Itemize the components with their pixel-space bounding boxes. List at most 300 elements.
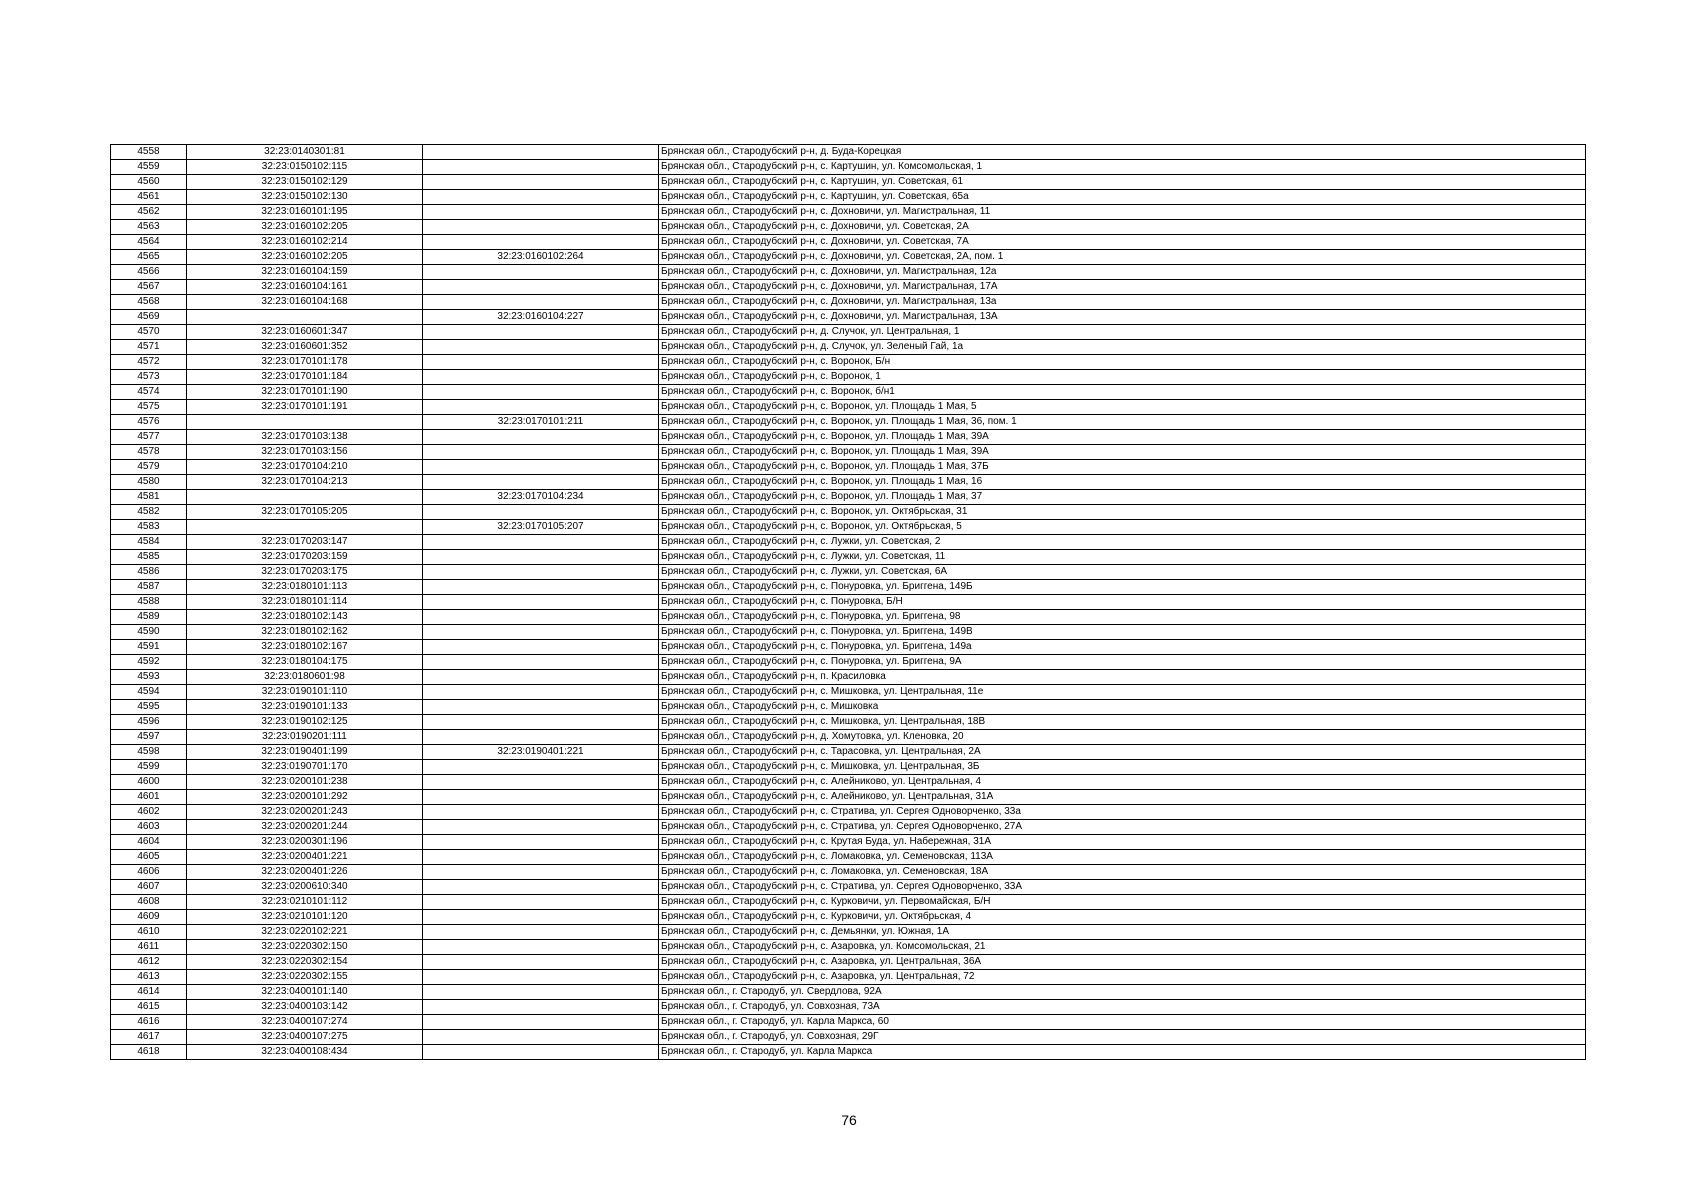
address-cell: Брянская обл., Стародубский р-н, д. Случок, ул. Центральная, 1 xyxy=(659,325,1586,340)
address-cell: Брянская обл., Стародубский р-н, с. Курковичи, ул. Первомайская, Б/Н xyxy=(659,895,1586,910)
table-row xyxy=(111,490,1586,505)
row-number-cell: 4611 xyxy=(111,940,187,955)
table-row xyxy=(111,460,1586,475)
table-row xyxy=(111,910,1586,925)
page-number: 76 xyxy=(841,1112,857,1128)
row-number-cell: 4590 xyxy=(111,625,187,640)
row-number-cell: 4588 xyxy=(111,595,187,610)
row-number-cell: 4575 xyxy=(111,400,187,415)
table-row xyxy=(111,505,1586,520)
related-cadastral-number-cell xyxy=(423,790,659,805)
row-number-cell: 4599 xyxy=(111,760,187,775)
row-number-cell: 4559 xyxy=(111,160,187,175)
address-cell: Брянская обл., г. Стародуб, ул. Совхозная, 29Г xyxy=(659,1030,1586,1045)
table-row xyxy=(111,400,1586,415)
row-number-cell: 4601 xyxy=(111,790,187,805)
cadastral-number-cell: 32:23:0210101:120 xyxy=(187,910,423,925)
table-row xyxy=(111,610,1586,625)
cadastral-number-cell: 32:23:0160101:195 xyxy=(187,205,423,220)
row-number-cell: 4563 xyxy=(111,220,187,235)
cadastral-number-cell: 32:23:0160601:347 xyxy=(187,325,423,340)
cadastral-number-cell: 32:23:0160104:168 xyxy=(187,295,423,310)
cadastral-number-cell: 32:23:0200201:243 xyxy=(187,805,423,820)
address-cell: Брянская обл., Стародубский р-н, с. Азаровка, ул. Комсомольская, 21 xyxy=(659,940,1586,955)
related-cadastral-number-cell xyxy=(423,1045,659,1060)
address-cell: Брянская обл., Стародубский р-н, п. Красиловка xyxy=(659,670,1586,685)
table-row xyxy=(111,760,1586,775)
address-cell: Брянская обл., Стародубский р-н, с. Воронок, ул. Площадь 1 Мая, 39А xyxy=(659,445,1586,460)
address-cell: Брянская обл., Стародубский р-н, с. Воронок, ул. Площадь 1 Мая, 37 xyxy=(659,490,1586,505)
related-cadastral-number-cell xyxy=(423,760,659,775)
table-row xyxy=(111,565,1586,580)
related-cadastral-number-cell xyxy=(423,985,659,1000)
related-cadastral-number-cell xyxy=(423,535,659,550)
address-cell: Брянская обл., Стародубский р-н, с. Дохновичи, ул. Советская, 2А, пом. 1 xyxy=(659,250,1586,265)
table-row xyxy=(111,250,1586,265)
related-cadastral-number-cell xyxy=(423,505,659,520)
address-cell: Брянская обл., Стародубский р-н, с. Мишковка, ул. Центральная, 18В xyxy=(659,715,1586,730)
table-row xyxy=(111,415,1586,430)
row-number-cell: 4566 xyxy=(111,265,187,280)
table-row xyxy=(111,670,1586,685)
related-cadastral-number-cell: 32:23:0190401:221 xyxy=(423,745,659,760)
address-cell: Брянская обл., Стародубский р-н, с. Понуровка, Б/Н xyxy=(659,595,1586,610)
table-row xyxy=(111,1030,1586,1045)
cadastral-number-cell: 32:23:0190101:133 xyxy=(187,700,423,715)
row-number-cell: 4616 xyxy=(111,1015,187,1030)
row-number-cell: 4610 xyxy=(111,925,187,940)
table-row xyxy=(111,385,1586,400)
cadastral-number-cell: 32:23:0200201:244 xyxy=(187,820,423,835)
cadastral-table-container xyxy=(110,144,1585,1060)
row-number-cell: 4584 xyxy=(111,535,187,550)
cadastral-number-cell: 32:23:0180102:167 xyxy=(187,640,423,655)
row-number-cell: 4578 xyxy=(111,445,187,460)
cadastral-number-cell: 32:23:0400101:140 xyxy=(187,985,423,1000)
cadastral-number-cell: 32:23:0160102:205 xyxy=(187,250,423,265)
row-number-cell: 4579 xyxy=(111,460,187,475)
table-row xyxy=(111,205,1586,220)
cadastral-number-cell: 32:23:0160102:205 xyxy=(187,220,423,235)
address-cell: Брянская обл., Стародубский р-н, с. Воронок, б/н1 xyxy=(659,385,1586,400)
cadastral-number-cell: 32:23:0190701:170 xyxy=(187,760,423,775)
table-body xyxy=(111,145,1586,1060)
table-row xyxy=(111,1000,1586,1015)
cadastral-number-cell: 32:23:0200301:196 xyxy=(187,835,423,850)
cadastral-number-cell: 32:23:0200401:221 xyxy=(187,850,423,865)
address-cell: Брянская обл., Стародубский р-н, с. Азаровка, ул. Центральная, 36А xyxy=(659,955,1586,970)
cadastral-number-cell: 32:23:0170101:184 xyxy=(187,370,423,385)
address-cell: Брянская обл., г. Стародуб, ул. Карла Маркса, 60 xyxy=(659,1015,1586,1030)
related-cadastral-number-cell xyxy=(423,1000,659,1015)
address-cell: Брянская обл., Стародубский р-н, с. Мишковка, ул. Центральная, 3Б xyxy=(659,760,1586,775)
table-row xyxy=(111,880,1586,895)
cadastral-number-cell: 32:23:0190101:110 xyxy=(187,685,423,700)
table-row xyxy=(111,475,1586,490)
row-number-cell: 4597 xyxy=(111,730,187,745)
address-cell: Брянская обл., Стародубский р-н, д. Буда-Корецкая xyxy=(659,145,1586,160)
cadastral-number-cell: 32:23:0160102:214 xyxy=(187,235,423,250)
related-cadastral-number-cell xyxy=(423,880,659,895)
related-cadastral-number-cell xyxy=(423,655,659,670)
cadastral-number-cell: 32:23:0400107:274 xyxy=(187,1015,423,1030)
related-cadastral-number-cell xyxy=(423,355,659,370)
row-number-cell: 4598 xyxy=(111,745,187,760)
table-row xyxy=(111,430,1586,445)
address-cell: Брянская обл., Стародубский р-н, д. Случок, ул. Зеленый Гай, 1а xyxy=(659,340,1586,355)
table-row xyxy=(111,895,1586,910)
address-cell: Брянская обл., Стародубский р-н, с. Дохновичи, ул. Советская, 2А xyxy=(659,220,1586,235)
related-cadastral-number-cell xyxy=(423,445,659,460)
related-cadastral-number-cell: 32:23:0170105:207 xyxy=(423,520,659,535)
row-number-cell: 4615 xyxy=(111,1000,187,1015)
cadastral-number-cell: 32:23:0170105:205 xyxy=(187,505,423,520)
cadastral-number-cell: 32:23:0220302:150 xyxy=(187,940,423,955)
address-cell: Брянская обл., Стародубский р-н, с. Стратива, ул. Сергея Одноворченко, 27А xyxy=(659,820,1586,835)
row-number-cell: 4580 xyxy=(111,475,187,490)
address-cell: Брянская обл., Стародубский р-н, с. Картушин, ул. Советская, 65а xyxy=(659,190,1586,205)
cadastral-number-cell: 32:23:0170203:159 xyxy=(187,550,423,565)
row-number-cell: 4602 xyxy=(111,805,187,820)
table-row xyxy=(111,265,1586,280)
table-row xyxy=(111,580,1586,595)
related-cadastral-number-cell xyxy=(423,175,659,190)
row-number-cell: 4582 xyxy=(111,505,187,520)
table-row xyxy=(111,595,1586,610)
table-row xyxy=(111,160,1586,175)
cadastral-number-cell: 32:23:0170203:175 xyxy=(187,565,423,580)
cadastral-number-cell: 32:23:0220302:154 xyxy=(187,955,423,970)
cadastral-number-cell: 32:23:0220302:155 xyxy=(187,970,423,985)
row-number-cell: 4618 xyxy=(111,1045,187,1060)
cadastral-number-cell: 32:23:0150102:115 xyxy=(187,160,423,175)
cadastral-number-cell: 32:23:0170101:178 xyxy=(187,355,423,370)
table-row xyxy=(111,445,1586,460)
related-cadastral-number-cell xyxy=(423,625,659,640)
address-cell: Брянская обл., Стародубский р-н, с. Понуровка, ул. Бриггена, 98 xyxy=(659,610,1586,625)
table-row xyxy=(111,340,1586,355)
address-cell: Брянская обл., Стародубский р-н, с. Воронок, ул. Октябрьская, 31 xyxy=(659,505,1586,520)
cadastral-number-cell: 32:23:0200401:226 xyxy=(187,865,423,880)
address-cell: Брянская обл., Стародубский р-н, с. Демьянки, ул. Южная, 1А xyxy=(659,925,1586,940)
related-cadastral-number-cell xyxy=(423,1015,659,1030)
cadastral-number-cell: 32:23:0180101:114 xyxy=(187,595,423,610)
address-cell: Брянская обл., Стародубский р-н, с. Воронок, ул. Площадь 1 Мая, 39А xyxy=(659,430,1586,445)
related-cadastral-number-cell xyxy=(423,295,659,310)
related-cadastral-number-cell xyxy=(423,730,659,745)
related-cadastral-number-cell: 32:23:0170104:234 xyxy=(423,490,659,505)
row-number-cell: 4560 xyxy=(111,175,187,190)
table-row xyxy=(111,355,1586,370)
address-cell: Брянская обл., Стародубский р-н, с. Крутая Буда, ул. Набережная, 31А xyxy=(659,835,1586,850)
address-cell: Брянская обл., Стародубский р-н, с. Воронок, ул. Площадь 1 Мая, 5 xyxy=(659,400,1586,415)
cadastral-number-cell: 32:23:0140301:81 xyxy=(187,145,423,160)
address-cell: Брянская обл., Стародубский р-н, с. Дохновичи, ул. Советская, 7А xyxy=(659,235,1586,250)
table-row xyxy=(111,145,1586,160)
row-number-cell: 4565 xyxy=(111,250,187,265)
related-cadastral-number-cell xyxy=(423,670,659,685)
table-row xyxy=(111,730,1586,745)
table-row xyxy=(111,640,1586,655)
cadastral-number-cell: 32:23:0400103:142 xyxy=(187,1000,423,1015)
related-cadastral-number-cell xyxy=(423,340,659,355)
table-row xyxy=(111,715,1586,730)
cadastral-number-cell xyxy=(187,310,423,325)
related-cadastral-number-cell xyxy=(423,850,659,865)
related-cadastral-number-cell xyxy=(423,280,659,295)
address-cell: Брянская обл., Стародубский р-н, с. Мишковка, ул. Центральная, 11е xyxy=(659,685,1586,700)
related-cadastral-number-cell xyxy=(423,910,659,925)
table-row xyxy=(111,625,1586,640)
table-row xyxy=(111,850,1586,865)
row-number-cell: 4585 xyxy=(111,550,187,565)
cadastral-number-cell: 32:23:0200101:292 xyxy=(187,790,423,805)
cadastral-number-cell: 32:23:0170101:191 xyxy=(187,400,423,415)
related-cadastral-number-cell xyxy=(423,895,659,910)
related-cadastral-number-cell xyxy=(423,385,659,400)
table-row xyxy=(111,175,1586,190)
row-number-cell: 4609 xyxy=(111,910,187,925)
row-number-cell: 4576 xyxy=(111,415,187,430)
address-cell: Брянская обл., Стародубский р-н, с. Воронок, Б/н xyxy=(659,355,1586,370)
related-cadastral-number-cell xyxy=(423,595,659,610)
row-number-cell: 4589 xyxy=(111,610,187,625)
row-number-cell: 4606 xyxy=(111,865,187,880)
row-number-cell: 4569 xyxy=(111,310,187,325)
address-cell: Брянская обл., Стародубский р-н, с. Курковичи, ул. Октябрьская, 4 xyxy=(659,910,1586,925)
cadastral-number-cell: 32:23:0180102:162 xyxy=(187,625,423,640)
address-cell: Брянская обл., Стародубский р-н, с. Дохновичи, ул. Магистральная, 13а xyxy=(659,295,1586,310)
row-number-cell: 4608 xyxy=(111,895,187,910)
address-cell: Брянская обл., Стародубский р-н, с. Картушин, ул. Советская, 61 xyxy=(659,175,1586,190)
address-cell: Брянская обл., Стародубский р-н, с. Воронок, 1 xyxy=(659,370,1586,385)
related-cadastral-number-cell xyxy=(423,325,659,340)
address-cell: Брянская обл., Стародубский р-н, с. Дохновичи, ул. Магистральная, 11 xyxy=(659,205,1586,220)
table-row xyxy=(111,1045,1586,1060)
related-cadastral-number-cell xyxy=(423,640,659,655)
cadastral-number-cell: 32:23:0170203:147 xyxy=(187,535,423,550)
cadastral-number-cell: 32:23:0190102:125 xyxy=(187,715,423,730)
table-row xyxy=(111,280,1586,295)
table-row xyxy=(111,655,1586,670)
cadastral-number-cell xyxy=(187,520,423,535)
related-cadastral-number-cell xyxy=(423,430,659,445)
related-cadastral-number-cell xyxy=(423,955,659,970)
cadastral-table xyxy=(110,144,1586,1060)
table-row xyxy=(111,835,1586,850)
row-number-cell: 4574 xyxy=(111,385,187,400)
row-number-cell: 4613 xyxy=(111,970,187,985)
row-number-cell: 4605 xyxy=(111,850,187,865)
table-row xyxy=(111,1015,1586,1030)
cadastral-number-cell: 32:23:0160104:161 xyxy=(187,280,423,295)
table-row xyxy=(111,550,1586,565)
row-number-cell: 4596 xyxy=(111,715,187,730)
related-cadastral-number-cell xyxy=(423,400,659,415)
related-cadastral-number-cell xyxy=(423,970,659,985)
address-cell: Брянская обл., Стародубский р-н, с. Дохновичи, ул. Магистральная, 17А xyxy=(659,280,1586,295)
address-cell: Брянская обл., Стародубский р-н, с. Воронок, ул. Октябрьская, 5 xyxy=(659,520,1586,535)
row-number-cell: 4586 xyxy=(111,565,187,580)
related-cadastral-number-cell xyxy=(423,925,659,940)
related-cadastral-number-cell xyxy=(423,265,659,280)
address-cell: Брянская обл., Стародубский р-н, с. Воронок, ул. Площадь 1 Мая, 36, пом. 1 xyxy=(659,415,1586,430)
related-cadastral-number-cell xyxy=(423,565,659,580)
cadastral-number-cell: 32:23:0200101:238 xyxy=(187,775,423,790)
address-cell: Брянская обл., Стародубский р-н, с. Понуровка, ул. Бриггена, 149В xyxy=(659,625,1586,640)
row-number-cell: 4558 xyxy=(111,145,187,160)
row-number-cell: 4587 xyxy=(111,580,187,595)
address-cell: Брянская обл., Стародубский р-н, с. Понуровка, ул. Бриггена, 9А xyxy=(659,655,1586,670)
row-number-cell: 4571 xyxy=(111,340,187,355)
address-cell: Брянская обл., Стародубский р-н, с. Алейниково, ул. Центральная, 31А xyxy=(659,790,1586,805)
related-cadastral-number-cell xyxy=(423,370,659,385)
address-cell: Брянская обл., г. Стародуб, ул. Свердлова, 92А xyxy=(659,985,1586,1000)
address-cell: Брянская обл., Стародубский р-н, с. Азаровка, ул. Центральная, 72 xyxy=(659,970,1586,985)
table-row xyxy=(111,235,1586,250)
related-cadastral-number-cell xyxy=(423,1030,659,1045)
cadastral-number-cell: 32:23:0180601:98 xyxy=(187,670,423,685)
address-cell: Брянская обл., Стародубский р-н, с. Понуровка, ул. Бриггена, 149а xyxy=(659,640,1586,655)
row-number-cell: 4572 xyxy=(111,355,187,370)
related-cadastral-number-cell xyxy=(423,580,659,595)
related-cadastral-number-cell: 32:23:0170101:211 xyxy=(423,415,659,430)
row-number-cell: 4568 xyxy=(111,295,187,310)
row-number-cell: 4593 xyxy=(111,670,187,685)
row-number-cell: 4617 xyxy=(111,1030,187,1045)
address-cell: Брянская обл., Стародубский р-н, с. Картушин, ул. Комсомольская, 1 xyxy=(659,160,1586,175)
related-cadastral-number-cell xyxy=(423,460,659,475)
related-cadastral-number-cell xyxy=(423,685,659,700)
row-number-cell: 4600 xyxy=(111,775,187,790)
cadastral-number-cell xyxy=(187,415,423,430)
table-row xyxy=(111,925,1586,940)
cadastral-number-cell: 32:23:0180102:143 xyxy=(187,610,423,625)
table-row xyxy=(111,790,1586,805)
row-number-cell: 4562 xyxy=(111,205,187,220)
table-row xyxy=(111,295,1586,310)
related-cadastral-number-cell xyxy=(423,805,659,820)
cadastral-number-cell: 32:23:0160104:159 xyxy=(187,265,423,280)
table-row xyxy=(111,805,1586,820)
cadastral-number-cell: 32:23:0150102:130 xyxy=(187,190,423,205)
table-row xyxy=(111,685,1586,700)
address-cell: Брянская обл., Стародубский р-н, с. Лужки, ул. Советская, 2 xyxy=(659,535,1586,550)
related-cadastral-number-cell xyxy=(423,820,659,835)
table-row xyxy=(111,970,1586,985)
related-cadastral-number-cell xyxy=(423,235,659,250)
address-cell: Брянская обл., Стародубский р-н, с. Дохновичи, ул. Магистральная, 13А xyxy=(659,310,1586,325)
related-cadastral-number-cell xyxy=(423,145,659,160)
table-row xyxy=(111,775,1586,790)
row-number-cell: 4603 xyxy=(111,820,187,835)
table-row xyxy=(111,700,1586,715)
table-row xyxy=(111,955,1586,970)
row-number-cell: 4607 xyxy=(111,880,187,895)
row-number-cell: 4614 xyxy=(111,985,187,1000)
related-cadastral-number-cell xyxy=(423,550,659,565)
cadastral-number-cell: 32:23:0400108:434 xyxy=(187,1045,423,1060)
related-cadastral-number-cell xyxy=(423,865,659,880)
cadastral-number-cell: 32:23:0150102:129 xyxy=(187,175,423,190)
address-cell: Брянская обл., Стародубский р-н, с. Ломаковка, ул. Семеновская, 18А xyxy=(659,865,1586,880)
cadastral-number-cell: 32:23:0160601:352 xyxy=(187,340,423,355)
table-row xyxy=(111,820,1586,835)
table-row xyxy=(111,985,1586,1000)
address-cell: Брянская обл., Стародубский р-н, с. Воронок, ул. Площадь 1 Мая, 16 xyxy=(659,475,1586,490)
related-cadastral-number-cell: 32:23:0160102:264 xyxy=(423,250,659,265)
related-cadastral-number-cell xyxy=(423,715,659,730)
row-number-cell: 4570 xyxy=(111,325,187,340)
row-number-cell: 4581 xyxy=(111,490,187,505)
cadastral-number-cell xyxy=(187,490,423,505)
address-cell: Брянская обл., г. Стародуб, ул. Карла Маркса xyxy=(659,1045,1586,1060)
row-number-cell: 4573 xyxy=(111,370,187,385)
address-cell: Брянская обл., Стародубский р-н, с. Мишковка xyxy=(659,700,1586,715)
table-row xyxy=(111,940,1586,955)
address-cell: Брянская обл., Стародубский р-н, с. Стратива, ул. Сергея Одноворченко, 33а xyxy=(659,805,1586,820)
cadastral-number-cell: 32:23:0400107:275 xyxy=(187,1030,423,1045)
row-number-cell: 4612 xyxy=(111,955,187,970)
address-cell: Брянская обл., Стародубский р-н, с. Стратива, ул. Сергея Одноворченко, 33А xyxy=(659,880,1586,895)
address-cell: Брянская обл., Стародубский р-н, с. Тарасовка, ул. Центральная, 2А xyxy=(659,745,1586,760)
related-cadastral-number-cell xyxy=(423,475,659,490)
address-cell: Брянская обл., Стародубский р-н, с. Дохновичи, ул. Магистральная, 12а xyxy=(659,265,1586,280)
address-cell: Брянская обл., г. Стародуб, ул. Совхозная, 73А xyxy=(659,1000,1586,1015)
cadastral-number-cell: 32:23:0190401:199 xyxy=(187,745,423,760)
address-cell: Брянская обл., Стародубский р-н, с. Лужки, ул. Советская, 6А xyxy=(659,565,1586,580)
address-cell: Брянская обл., Стародубский р-н, с. Воронок, ул. Площадь 1 Мая, 37Б xyxy=(659,460,1586,475)
cadastral-number-cell: 32:23:0210101:112 xyxy=(187,895,423,910)
related-cadastral-number-cell xyxy=(423,160,659,175)
table-row xyxy=(111,745,1586,760)
table-row xyxy=(111,370,1586,385)
table-row xyxy=(111,535,1586,550)
cadastral-number-cell: 32:23:0170104:213 xyxy=(187,475,423,490)
row-number-cell: 4592 xyxy=(111,655,187,670)
cadastral-number-cell: 32:23:0220102:221 xyxy=(187,925,423,940)
table-row xyxy=(111,865,1586,880)
related-cadastral-number-cell xyxy=(423,940,659,955)
related-cadastral-number-cell xyxy=(423,220,659,235)
cadastral-number-cell: 32:23:0180101:113 xyxy=(187,580,423,595)
table-row xyxy=(111,520,1586,535)
row-number-cell: 4577 xyxy=(111,430,187,445)
table-row xyxy=(111,220,1586,235)
address-cell: Брянская обл., Стародубский р-н, с. Понуровка, ул. Бриггена, 149Б xyxy=(659,580,1586,595)
cadastral-number-cell: 32:23:0180104:175 xyxy=(187,655,423,670)
row-number-cell: 4583 xyxy=(111,520,187,535)
cadastral-number-cell: 32:23:0170101:190 xyxy=(187,385,423,400)
cadastral-number-cell: 32:23:0170103:138 xyxy=(187,430,423,445)
row-number-cell: 4604 xyxy=(111,835,187,850)
row-number-cell: 4594 xyxy=(111,685,187,700)
cadastral-number-cell: 32:23:0200610:340 xyxy=(187,880,423,895)
related-cadastral-number-cell xyxy=(423,205,659,220)
table-row xyxy=(111,190,1586,205)
table-row xyxy=(111,310,1586,325)
row-number-cell: 4595 xyxy=(111,700,187,715)
row-number-cell: 4591 xyxy=(111,640,187,655)
address-cell: Брянская обл., Стародубский р-н, с. Лужки, ул. Советская, 11 xyxy=(659,550,1586,565)
address-cell: Брянская обл., Стародубский р-н, с. Алейниково, ул. Центральная, 4 xyxy=(659,775,1586,790)
related-cadastral-number-cell xyxy=(423,610,659,625)
related-cadastral-number-cell xyxy=(423,835,659,850)
cadastral-number-cell: 32:23:0190201:111 xyxy=(187,730,423,745)
table-row xyxy=(111,325,1586,340)
row-number-cell: 4567 xyxy=(111,280,187,295)
related-cadastral-number-cell xyxy=(423,190,659,205)
